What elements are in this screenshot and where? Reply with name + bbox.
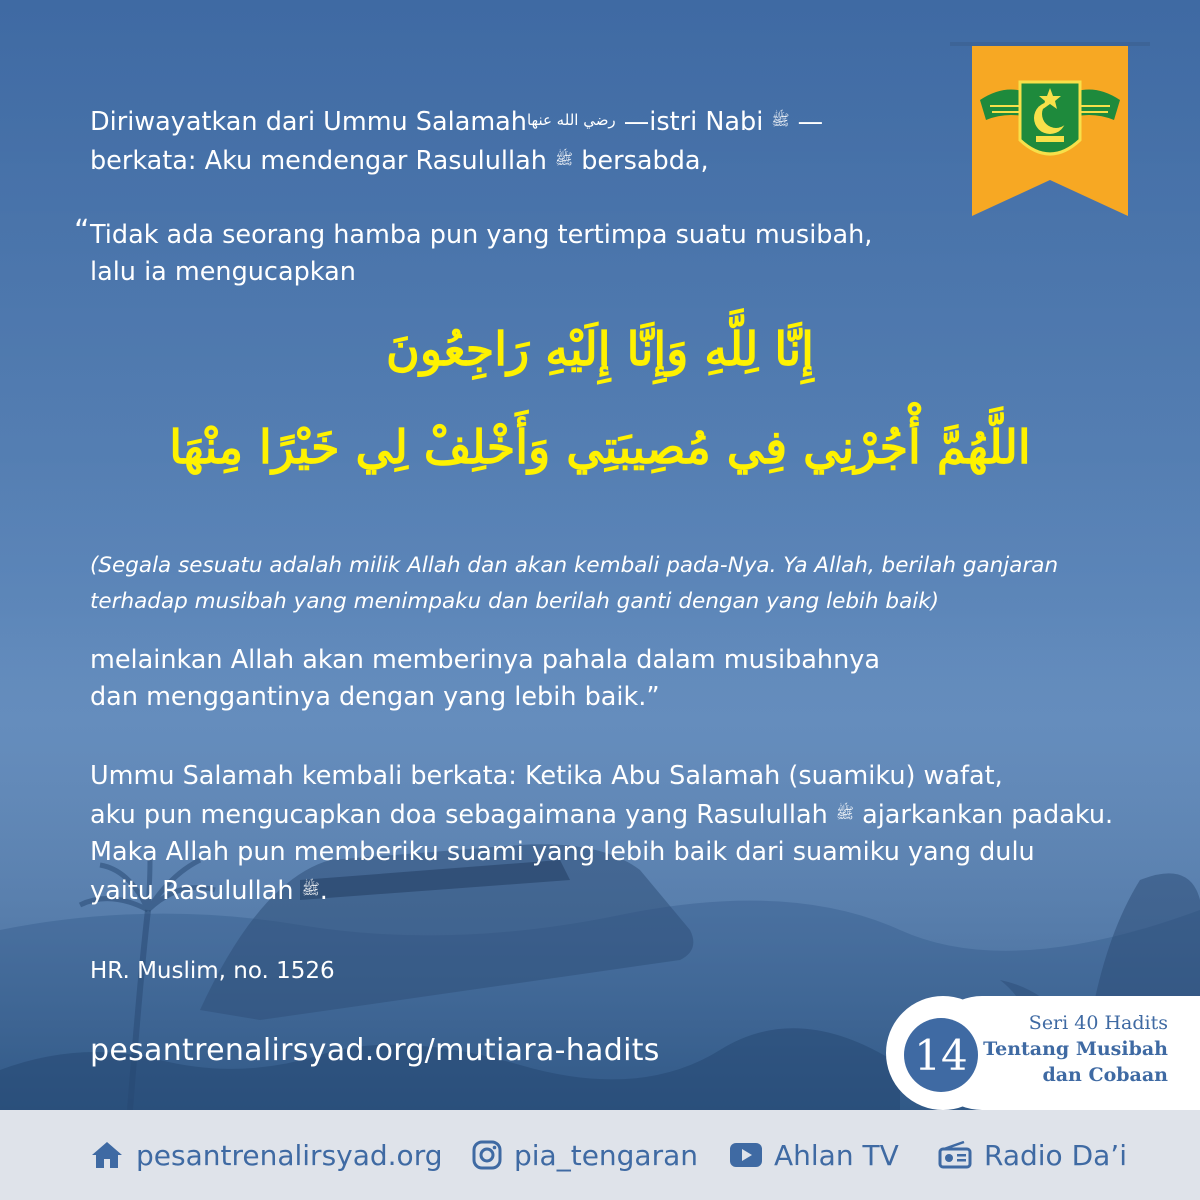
footer-instagram-link[interactable] bbox=[472, 1110, 698, 1200]
hadith-source: HR. Muslim, no. 1526 bbox=[90, 958, 335, 984]
open-quote: “ bbox=[74, 214, 90, 249]
honorific-ra: رضي الله عنها bbox=[526, 111, 616, 129]
series-number: 14 bbox=[904, 1018, 978, 1092]
story-line-4 bbox=[90, 871, 1113, 910]
instagram-icon bbox=[472, 1140, 502, 1170]
story-line-3: Maka Allah pun memberiku suami yang lebih baik dari suamiku yang dulu bbox=[90, 837, 1035, 867]
hadith-line-1: Tidak ada seorang hamba pun yang tertimpa suatu musibah, bbox=[90, 220, 873, 250]
intro-line-2-a: berkata: Aku mendengar Rasulullah bbox=[90, 146, 547, 176]
badge-text bbox=[983, 1010, 1168, 1088]
footer-instagram-label: pia_tengaran bbox=[514, 1138, 699, 1172]
continuation-line-2: dan menggantinya dengan yang lebih baik.” bbox=[90, 682, 660, 712]
translation bbox=[90, 548, 1120, 620]
radio-icon bbox=[938, 1141, 972, 1169]
series-label: Seri 40 Hadits bbox=[1028, 1012, 1168, 1034]
hadith-continuation bbox=[90, 642, 880, 716]
logo-ribbon bbox=[950, 40, 1150, 218]
intro-line-2 bbox=[90, 141, 823, 180]
hadith-line-2: lalu ia mengucapkan bbox=[90, 257, 356, 287]
story-line-4-a: yaitu Rasulullah bbox=[90, 876, 294, 906]
arabic-line-1: إِنَّا لِلَّهِ وَإِنَّا إِلَيْهِ رَاجِعُونَ bbox=[386, 322, 814, 376]
series-badge bbox=[886, 996, 1200, 1110]
story-line-2-b: ajarkankan padaku. bbox=[862, 800, 1114, 830]
footer-site-link[interactable] bbox=[90, 1110, 442, 1200]
intro-line-1-c: — bbox=[797, 107, 824, 137]
translation-line-2: terhadap musibah yang menimpaku dan berilah ganti dengan yang lebih baik) bbox=[90, 589, 940, 614]
footer-radio-link[interactable] bbox=[938, 1110, 1127, 1200]
footer-radio-label: Radio Da’i bbox=[984, 1138, 1127, 1172]
intro-line-2-b: bersabda, bbox=[581, 146, 709, 176]
story-line-2-a: aku pun mengucapkan doa sebagaimana yang Rasulullah bbox=[90, 800, 828, 830]
footer-site-label: pesantrenalirsyad.org bbox=[136, 1138, 443, 1172]
intro-line-1-a: Diriwayatkan dari Ummu Salamah bbox=[90, 107, 527, 137]
honorific-saw: ﷺ bbox=[555, 150, 574, 168]
story-text bbox=[90, 758, 1113, 910]
footer-youtube-link[interactable] bbox=[730, 1110, 899, 1200]
continuation-line-1: melainkan Allah akan memberinya pahala dalam musibahnya bbox=[90, 645, 880, 675]
arabic-line-2: اللَّهُمَّ أْجُرْنِي فِي مُصِيبَتِي وَأَخْلِفْ لِي خَيْرًا مِنْهَا bbox=[169, 420, 1031, 474]
website-link[interactable]: pesantrenalirsyad.org/mutiara-hadits bbox=[90, 1033, 660, 1068]
series-topic-line-2: dan Cobaan bbox=[1042, 1064, 1168, 1086]
series-topic-line-1: Tentang Musibah bbox=[983, 1038, 1168, 1060]
translation-line-1: (Segala sesuatu adalah milik Allah dan akan kembali pada-Nya. Ya Allah, berilah ganjaran bbox=[90, 553, 1059, 578]
hadith-quote bbox=[90, 217, 872, 291]
intro-line-1-b: —istri Nabi bbox=[623, 107, 764, 137]
youtube-icon bbox=[730, 1143, 762, 1167]
story-line-1: Ummu Salamah kembali berkata: Ketika Abu Salamah (suamiku) wafat, bbox=[90, 761, 1003, 791]
intro-line-1 bbox=[90, 102, 823, 141]
intro-text bbox=[90, 102, 823, 180]
honorific-saw: ﷺ bbox=[771, 111, 790, 129]
footer-bar bbox=[0, 1110, 1200, 1200]
story-line-4-b: . bbox=[319, 876, 328, 906]
honorific-saw: ﷺ bbox=[301, 880, 320, 898]
home-icon bbox=[90, 1140, 124, 1170]
honorific-saw: ﷺ bbox=[835, 804, 854, 822]
footer-youtube-label: Ahlan TV bbox=[774, 1138, 899, 1172]
story-line-2 bbox=[90, 795, 1113, 834]
